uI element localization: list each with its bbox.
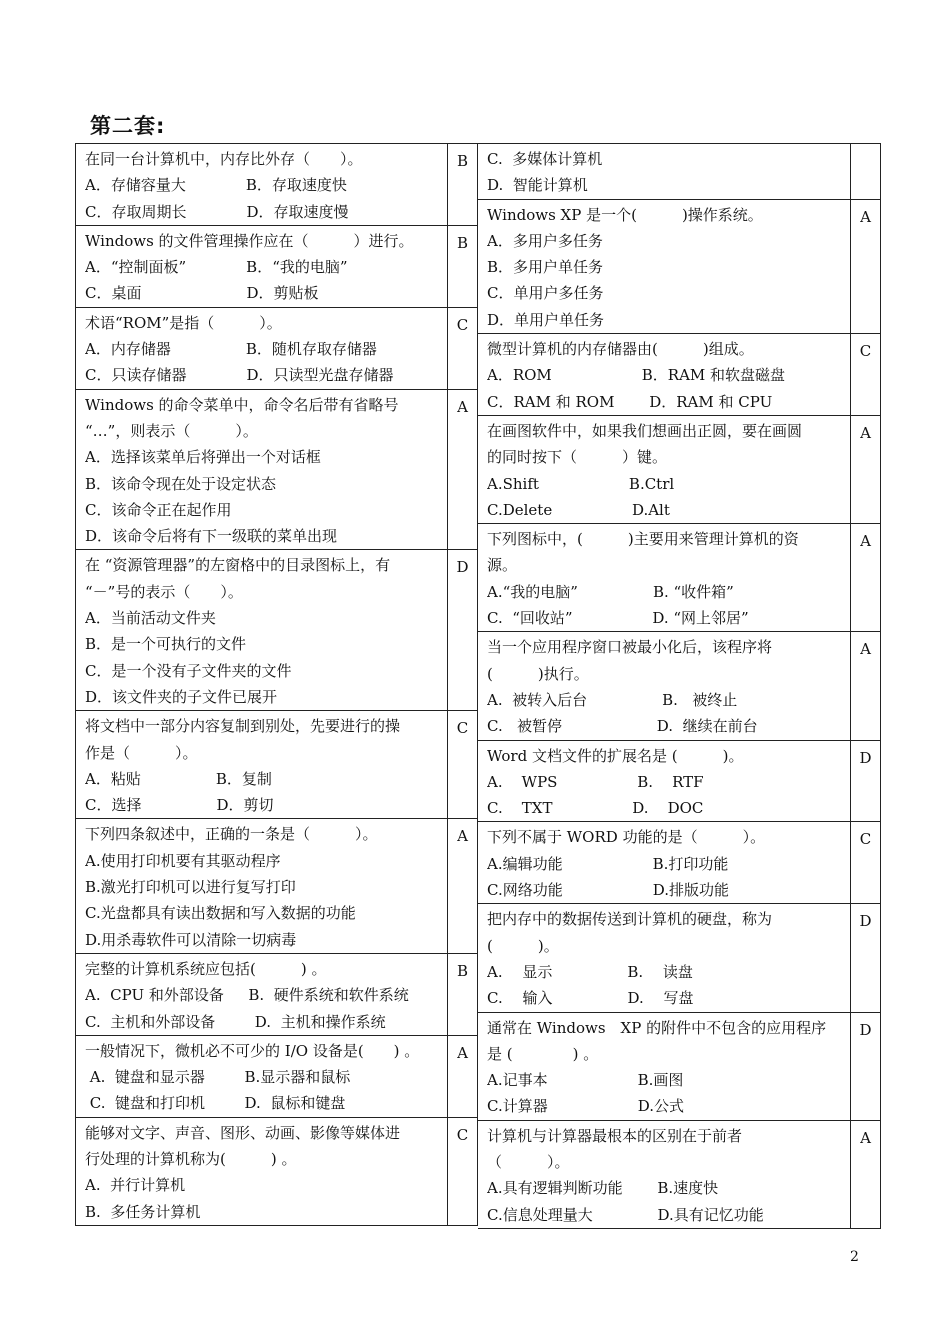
question-text — [76, 144, 447, 225]
question-line: A. CPU 和外部设备 B. 硬件系统和软件系统 — [85, 986, 409, 1005]
question-line: D．单用户单任务 — [487, 310, 605, 329]
question-line: D.用杀毒软件可以清除一切病毒 — [85, 930, 297, 949]
question-line: D. 智能计算机 — [487, 176, 588, 195]
answer-cell: C — [447, 308, 477, 389]
question-row — [478, 524, 880, 632]
answer-cell: D — [447, 550, 477, 710]
question-row — [478, 200, 880, 334]
question-row — [76, 226, 477, 308]
question-line: A. 键盘和显示器 B.显示器和鼠标 — [85, 1068, 351, 1087]
question-line: 是 ( ) 。 — [487, 1044, 599, 1063]
answer-cell: C — [850, 822, 880, 903]
question-line: 下列图标中，( )主要用来管理计算机的资 — [487, 530, 799, 549]
answer-cell: B — [447, 954, 477, 1035]
answer-cell: C — [447, 711, 477, 818]
answer-cell: A — [447, 819, 477, 952]
question-line: 源。 — [487, 556, 518, 575]
answer-cell: A — [447, 390, 477, 550]
right-question-column — [478, 143, 881, 1229]
question-line: C.Delete D.Alt — [487, 500, 670, 519]
question-row — [76, 711, 477, 819]
question-line: C．只读存储器 D．只读型光盘存储器 — [85, 366, 394, 385]
question-line: 能够对文字、声音、图形、动画、影像等媒体进 — [85, 1123, 401, 1142]
question-text — [478, 741, 850, 822]
question-line: C．单用户多任务 — [487, 284, 604, 303]
question-line: 完整的计算机系统应包括( ) 。 — [85, 959, 327, 978]
question-line: Word 文档文件的扩展名是 ( )。 — [487, 746, 744, 765]
question-line: Windows 的文件管理操作应在（ ）进行。 — [85, 231, 414, 250]
question-line: 一般情况下，微机必不可少的 I/O 设备是( ) 。 — [85, 1041, 420, 1060]
question-line: A．内存储器 B．随机存取存储器 — [85, 340, 377, 359]
question-text — [478, 632, 850, 739]
question-line: A.使用打印机要有其驱动程序 — [85, 851, 281, 870]
question-text — [478, 904, 850, 1011]
answer-cell: A — [850, 416, 880, 523]
answer-cell: A — [850, 524, 880, 631]
question-row — [76, 308, 477, 390]
answer-cell — [850, 144, 880, 199]
question-line: 微型计算机的内存储器由( )组成。 — [487, 340, 754, 359]
question-line: A．多用户多任务 — [487, 231, 603, 250]
question-line: C.网络功能 D.排版功能 — [487, 881, 729, 900]
answer-cell: A — [447, 1036, 477, 1117]
question-row — [478, 144, 880, 200]
question-text — [76, 550, 447, 710]
question-line: C．RAM 和 ROM D．RAM 和 CPU — [487, 392, 773, 411]
question-text — [76, 226, 447, 307]
question-line: B.激光打印机可以进行复写打印 — [85, 878, 296, 897]
question-line: A.Shift B.Ctrl — [487, 474, 675, 493]
question-text — [76, 308, 447, 389]
question-line: A. 显示 B. 读盘 — [487, 962, 693, 981]
question-row — [76, 390, 477, 551]
question-text — [76, 819, 447, 952]
question-row — [76, 1036, 477, 1118]
question-line: 当一个应用程序窗口被最小化后，该程序将 — [487, 638, 773, 657]
question-row — [478, 1013, 880, 1121]
question-line: ( )。 — [487, 936, 559, 955]
question-line: C. 被暂停 D. 继续在前台 — [487, 717, 758, 736]
question-line: （ ）。 — [487, 1152, 570, 1171]
question-line: 在画图软件中，如果我们想画出正圆，要在画圆 — [487, 421, 803, 440]
question-row — [478, 1121, 880, 1228]
question-line: C.光盘都具有读出数据和写入数据的功能 — [85, 904, 356, 923]
question-text — [76, 1036, 447, 1117]
question-text — [76, 954, 447, 1035]
question-line: 下列四条叙述中，正确的一条是（ ）。 — [85, 825, 378, 844]
question-text — [76, 711, 447, 818]
question-row — [76, 954, 477, 1036]
question-line: A．选择该菜单后将弹出一个对话框 — [85, 448, 321, 467]
question-row — [478, 416, 880, 524]
question-line: A.具有逻辑判断功能 B.速度快 — [487, 1179, 719, 1198]
question-row — [478, 334, 880, 416]
answer-cell: A — [850, 200, 880, 333]
question-line: 的同时按下（ ）键。 — [487, 448, 668, 467]
question-text — [478, 524, 850, 631]
question-line: A．存储容量大 B．存取速度快 — [85, 176, 347, 195]
question-row — [478, 822, 880, 904]
question-line: 行处理的计算机称为( ) 。 — [85, 1149, 297, 1168]
question-text — [478, 144, 850, 199]
question-text — [76, 1118, 447, 1225]
answer-cell: D — [850, 1013, 880, 1120]
answer-cell: A — [850, 1121, 880, 1228]
question-line: A．“控制面板” B．“我的电脑” — [85, 258, 348, 277]
question-line: C. “回收站” D. “网上邻居” — [487, 609, 749, 628]
question-line: A. 被转入后台 B. 被终止 — [487, 690, 738, 709]
question-line: A.“我的电脑” B. “收件箱” — [487, 582, 734, 601]
question-line: C. 主机和外部设备 D. 主机和操作系统 — [85, 1012, 386, 1031]
question-line: 作是（ ）。 — [85, 743, 198, 762]
question-line: C．存取周期长 D．存取速度慢 — [85, 202, 349, 221]
question-line: 通常在 Windows XP 的附件中不包含的应用程序 — [487, 1018, 827, 1037]
question-line: A. WPS B. RTF — [487, 772, 704, 791]
question-line: 在 “资源管理器”的左窗格中的目录图标上，有 — [85, 556, 391, 575]
question-row — [76, 819, 477, 953]
question-text — [478, 1013, 850, 1120]
question-line: 下列不属于 WORD 功能的是（ ）。 — [487, 828, 766, 847]
question-row — [478, 632, 880, 740]
question-row — [76, 1118, 477, 1225]
question-text — [478, 1121, 850, 1228]
question-row — [478, 741, 880, 823]
answer-cell: A — [850, 632, 880, 739]
question-text — [478, 822, 850, 903]
question-line: C. 多媒体计算机 — [487, 150, 603, 168]
question-line: A．ROM B．RAM 和软盘磁盘 — [487, 366, 786, 385]
question-line: C. TXT D. DOC — [487, 799, 704, 818]
question-text — [478, 334, 850, 415]
question-text — [478, 200, 850, 333]
question-line: “－”号的表示（ ）。 — [85, 582, 243, 601]
question-line: C．桌面 D．剪贴板 — [85, 284, 319, 303]
answer-cell: D — [850, 741, 880, 822]
question-line: C．是一个没有子文件夹的文件 — [85, 661, 292, 680]
answer-cell: B — [447, 144, 477, 225]
question-line: C.计算器 D.公式 — [487, 1097, 684, 1116]
question-line: B．多用户单任务 — [487, 258, 604, 277]
question-text — [478, 416, 850, 523]
question-line: Windows 的命令菜单中，命令名后带有省略号 — [85, 395, 399, 414]
question-line: C．选择 D．剪切 — [85, 796, 274, 815]
question-line: A. 并行计算机 — [85, 1176, 186, 1195]
question-line: A．当前活动文件夹 — [85, 609, 216, 628]
question-line: ( )执行。 — [487, 664, 589, 683]
question-line: 把内存中的数据传送到计算机的硬盘，称为 — [487, 910, 773, 929]
question-row — [76, 550, 477, 711]
question-line: C. 输入 D. 写盘 — [487, 989, 694, 1008]
page-title: 第二套: — [90, 114, 166, 138]
question-line: A.编辑功能 B.打印功能 — [487, 854, 729, 873]
question-line: B．是一个可执行的文件 — [85, 635, 247, 654]
question-row — [76, 144, 477, 226]
answer-cell: D — [850, 904, 880, 1011]
answer-cell: C — [447, 1118, 477, 1225]
page-number: 2 — [850, 1249, 859, 1265]
question-row — [478, 904, 880, 1012]
question-line: 将文档中一部分内容复制到别处，先要进行的操 — [85, 717, 401, 736]
question-line: 计算机与计算器最根本的区别在于前者 — [487, 1126, 743, 1145]
question-line: B．该命令现在处于设定状态 — [85, 474, 277, 493]
question-line: D．该文件夹的子文件已展开 — [85, 687, 278, 706]
question-line: C.信息处理量大 D.具有记忆功能 — [487, 1205, 764, 1224]
question-line: 术语“ROM”是指（ ）。 — [85, 313, 282, 332]
question-line: B. 多任务计算机 — [85, 1202, 201, 1221]
answer-cell: C — [850, 334, 880, 415]
question-line: C. 键盘和打印机 D. 鼠标和键盘 — [85, 1094, 346, 1113]
question-line: Windows XP 是一个( )操作系统。 — [487, 205, 763, 224]
question-line: 在同一台计算机中，内存比外存（ ）。 — [85, 150, 363, 168]
question-line: A.记事本 B.画图 — [487, 1071, 684, 1090]
answer-cell: B — [447, 226, 477, 307]
left-question-column — [75, 143, 478, 1226]
question-line: “…”，则表示（ ）。 — [85, 421, 258, 440]
question-text — [76, 390, 447, 550]
question-line: D．该命令后将有下一级联的菜单出现 — [85, 527, 338, 546]
question-line: A．粘贴 B．复制 — [85, 769, 272, 788]
question-line: C．该命令正在起作用 — [85, 500, 232, 519]
